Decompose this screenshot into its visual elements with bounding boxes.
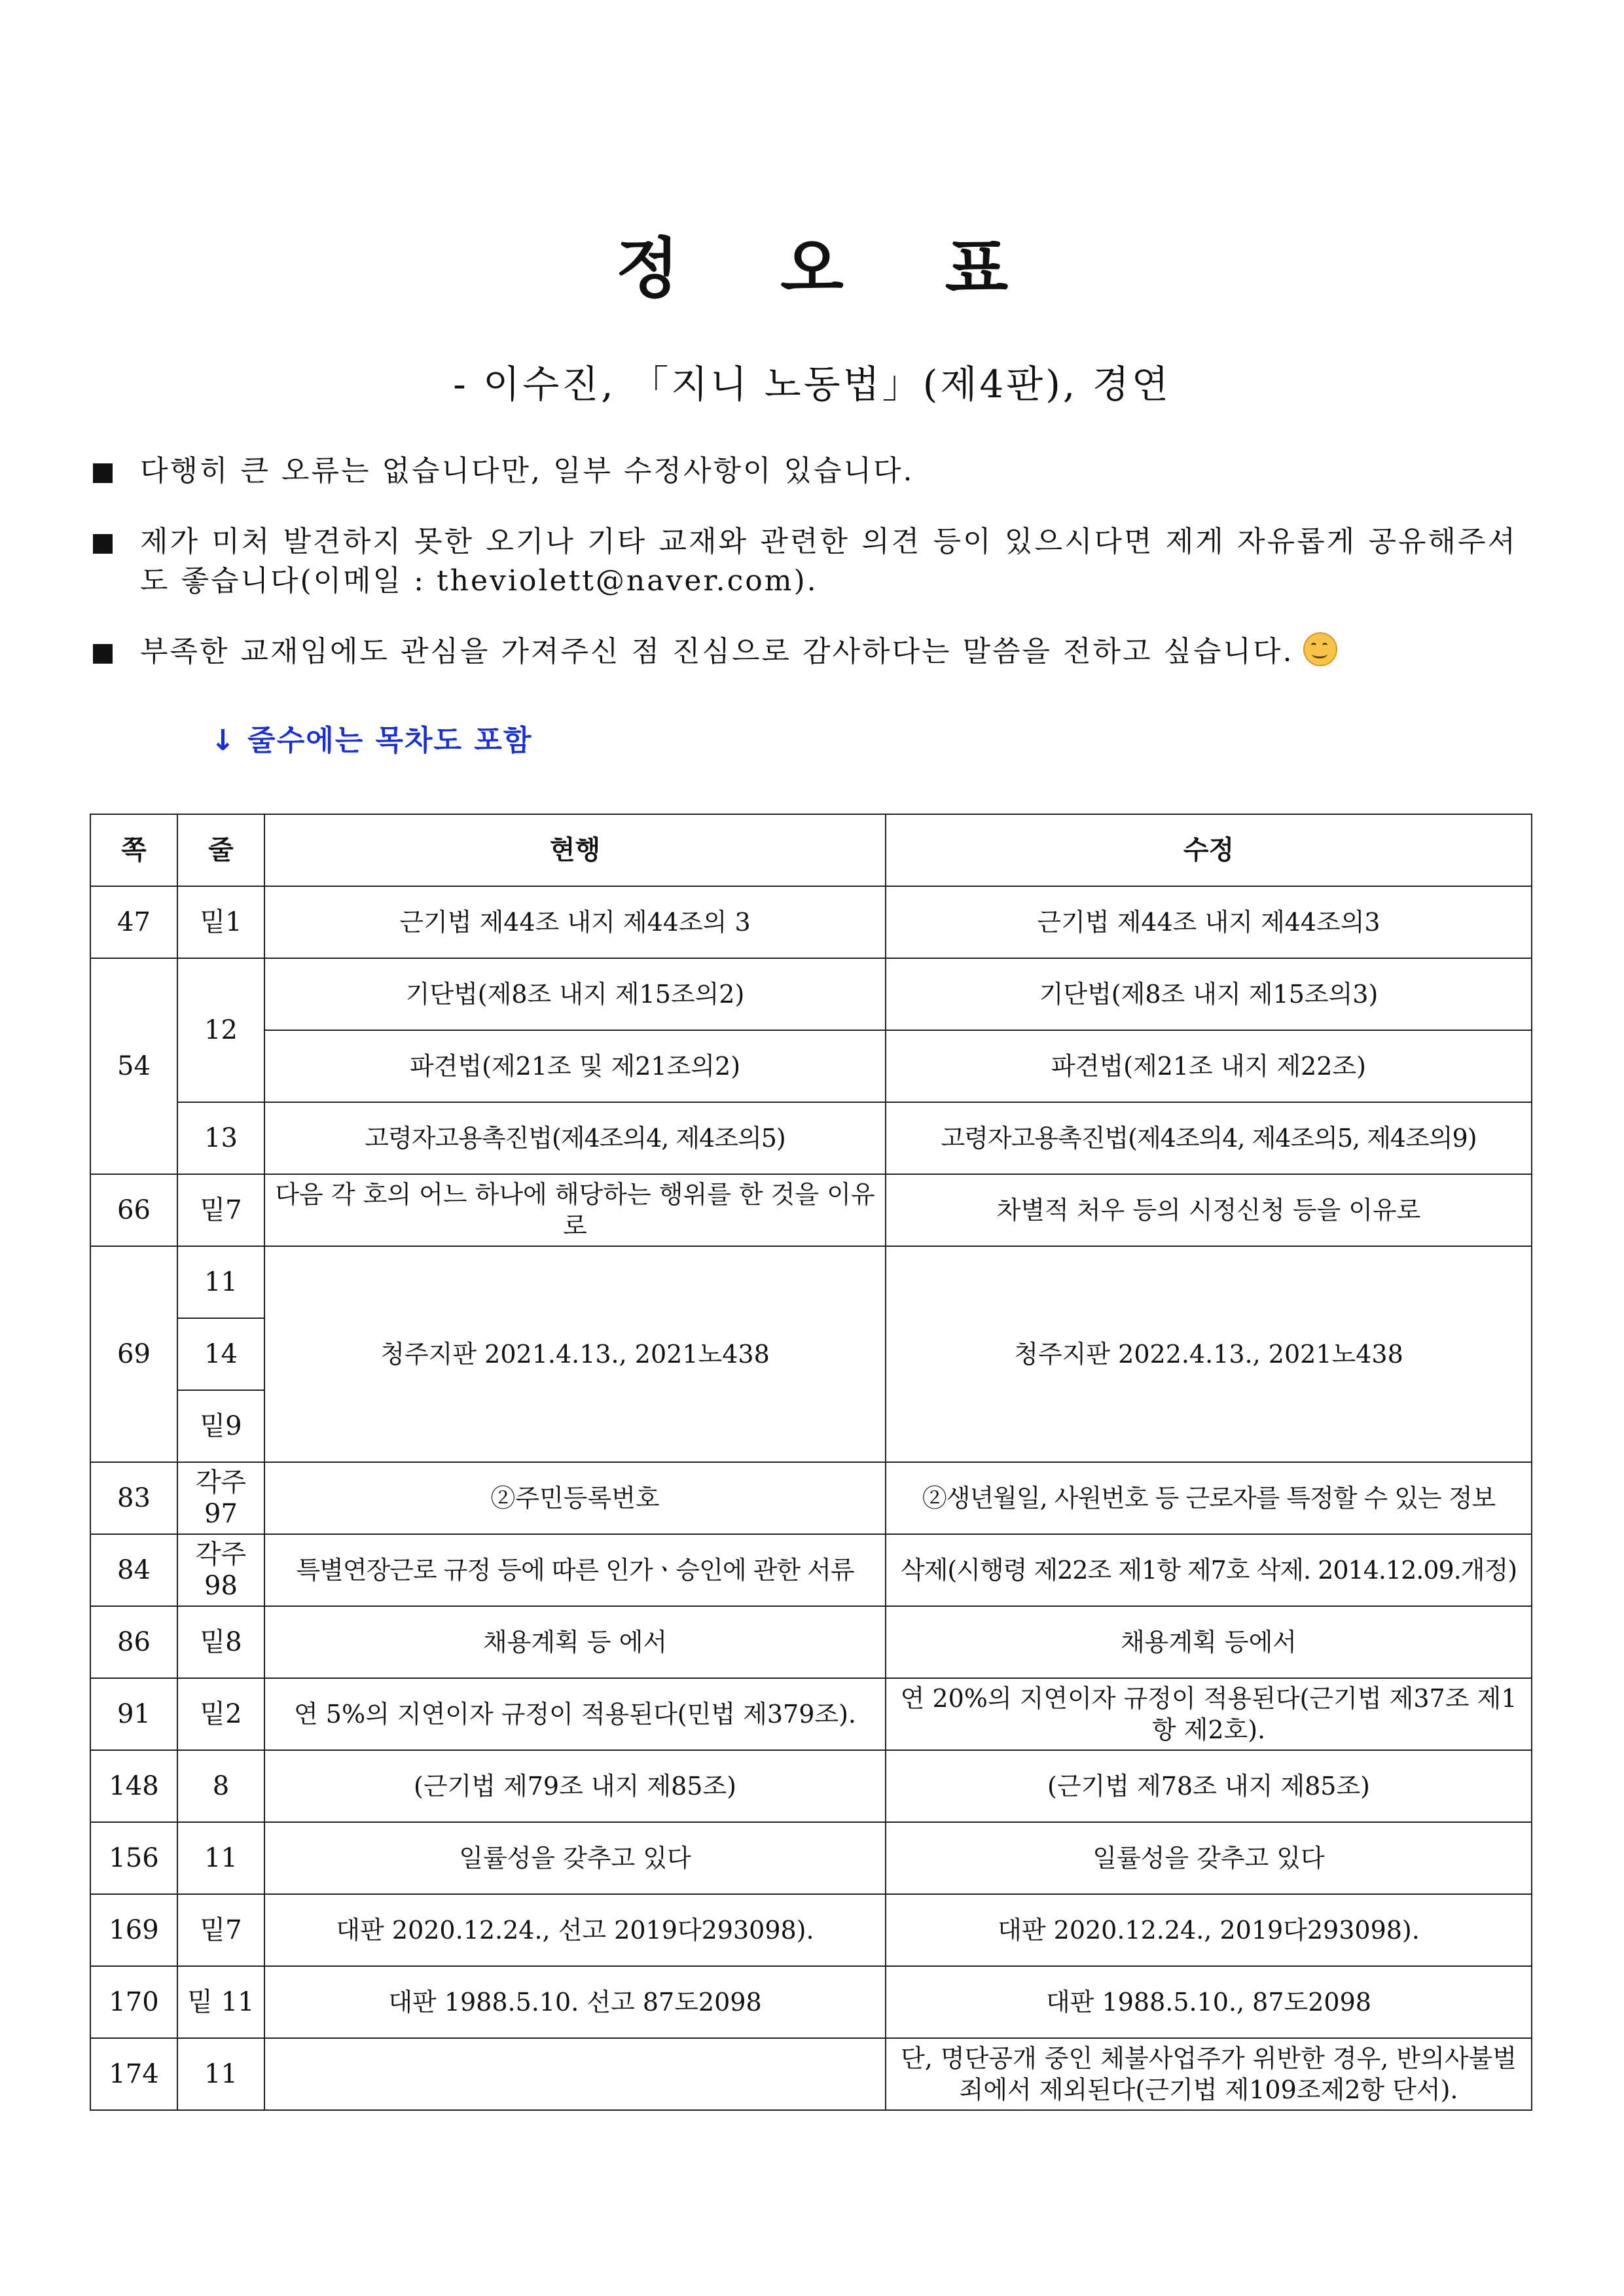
cell-revised: ②생년월일, 사원번호 등 근로자를 특정할 수 있는 정보	[886, 1462, 1532, 1534]
header-revised: 수정	[886, 814, 1532, 886]
cell-line: 밑7	[177, 1174, 264, 1246]
cell-line: 각주 97	[177, 1462, 264, 1534]
table-header-row	[90, 814, 1532, 886]
cell-current: 특별연장근로 규정 등에 따른 인가ㆍ승인에 관한 서류	[264, 1534, 886, 1606]
cell-page: 174	[90, 2038, 177, 2110]
cell-revised: (근기법 제78조 내지 제85조)	[886, 1750, 1532, 1822]
cell-current: 근기법 제44조 내지 제44조의 3	[264, 886, 886, 958]
table-row	[90, 1534, 1532, 1606]
notice-list	[90, 452, 1517, 703]
cell-current: 파견법(제21조 및 제21조의2)	[264, 1030, 886, 1102]
cell-line: 각주 98	[177, 1534, 264, 1606]
cell-revised: 연 20%의 지연이자 규정이 적용된다(근기법 제37조 제1항 제2호).	[886, 1678, 1532, 1750]
table-row	[90, 1102, 1532, 1174]
cell-page: 169	[90, 1894, 177, 1966]
cell-page: 66	[90, 1174, 177, 1246]
cell-page: 54	[90, 958, 177, 1174]
table-row	[90, 1246, 1532, 1318]
table-row	[90, 1750, 1532, 1822]
table-row	[90, 1462, 1532, 1534]
cell-current	[264, 2038, 886, 2110]
cell-current: 연 5%의 지연이자 규정이 적용된다(민법 제379조).	[264, 1678, 886, 1750]
line-count-note: ↓ 줄수에는 목차도 포함	[211, 724, 533, 757]
cell-page: 84	[90, 1534, 177, 1606]
cell-line: 11	[177, 1246, 264, 1318]
cell-revised: 채용계획 등에서	[886, 1606, 1532, 1678]
cell-page: 86	[90, 1606, 177, 1678]
cell-revised: 기단법(제8조 내지 제15조의3)	[886, 958, 1532, 1030]
notice-item	[90, 522, 1517, 601]
cell-revised: 파견법(제21조 내지 제22조)	[886, 1030, 1532, 1102]
header-page: 쪽	[90, 814, 177, 886]
cell-revised: 단, 명단공개 중인 체불사업주가 위반한 경우, 반의사불벌죄에서 제외된다(근기법 제109조제2항 단서).	[886, 2038, 1532, 2110]
notice-text: 제가 미처 발견하지 못한 오기나 기타 교재와 관련한 의견 등이 있으시다면 제게 자유롭게 공유해주셔도 좋습니다(이메일 : theviolett@naver.com).	[140, 525, 1517, 598]
cell-current: 대판 1988.5.10. 선고 87도2098	[264, 1966, 886, 2038]
book-subtitle: - 이수진, 「지니 노동법」(제4판), 경연	[453, 362, 1171, 406]
black-square-icon	[93, 463, 113, 483]
cell-current: 대판 2020.12.24., 선고 2019다293098).	[264, 1894, 886, 1966]
cell-line: 밑 11	[177, 1966, 264, 2038]
errata-table	[90, 814, 1532, 2111]
table-row	[90, 1174, 1532, 1246]
cell-revised: 대판 1988.5.10., 87도2098	[886, 1966, 1532, 2038]
notice-text: 부족한 교재임에도 관심을 가져주신 점 진심으로 감사하다는 말씀을 전하고 싶습니다.	[140, 635, 1294, 668]
table-row	[90, 1030, 1532, 1102]
black-square-icon	[93, 644, 113, 664]
cell-page: 69	[90, 1246, 177, 1462]
page-title: 정 오 표	[615, 230, 1048, 307]
cell-current: 일률성을 갖추고 있다	[264, 1822, 886, 1894]
header-current: 현행	[264, 814, 886, 886]
cell-line: 밑7	[177, 1894, 264, 1966]
cell-current: 기단법(제8조 내지 제15조의2)	[264, 958, 886, 1030]
cell-line: 11	[177, 1822, 264, 1894]
table-row	[90, 1606, 1532, 1678]
notice-item	[90, 452, 1517, 491]
cell-current: (근기법 제79조 내지 제85조)	[264, 1750, 886, 1822]
cell-page: 156	[90, 1822, 177, 1894]
cell-line: 밑9	[177, 1390, 264, 1462]
cell-line: 11	[177, 2038, 264, 2110]
cell-page: 91	[90, 1678, 177, 1750]
cell-page: 170	[90, 1966, 177, 2038]
cell-page: 47	[90, 886, 177, 958]
cell-current: 청주지판 2021.4.13., 2021노438	[264, 1246, 886, 1462]
table-row	[90, 886, 1532, 958]
cell-line: 14	[177, 1318, 264, 1390]
cell-revised: 고령자고용촉진법(제4조의4, 제4조의5, 제4조의9)	[886, 1102, 1532, 1174]
cell-current: ②주민등록번호	[264, 1462, 886, 1534]
table-row	[90, 1966, 1532, 2038]
cell-page: 148	[90, 1750, 177, 1822]
cell-revised: 청주지판 2022.4.13., 2021노438	[886, 1246, 1532, 1462]
notice-item	[90, 632, 1517, 672]
table-row	[90, 1678, 1532, 1750]
cell-revised: 일률성을 갖추고 있다	[886, 1822, 1532, 1894]
cell-page: 83	[90, 1462, 177, 1534]
black-square-icon	[93, 534, 113, 554]
notice-text: 다행히 큰 오류는 없습니다만, 일부 수정사항이 있습니다.	[140, 454, 914, 488]
header-line: 줄	[177, 814, 264, 886]
smiling-face-icon	[1303, 632, 1337, 666]
table-row	[90, 1894, 1532, 1966]
cell-current: 다음 각 호의 어느 하나에 해당하는 행위를 한 것을 이유로	[264, 1174, 886, 1246]
table-row	[90, 2038, 1532, 2110]
cell-revised: 근기법 제44조 내지 제44조의3	[886, 886, 1532, 958]
cell-current: 고령자고용촉진법(제4조의4, 제4조의5)	[264, 1102, 886, 1174]
cell-line: 밑2	[177, 1678, 264, 1750]
cell-current: 채용계획 등 에서	[264, 1606, 886, 1678]
cell-line: 13	[177, 1102, 264, 1174]
cell-line: 밑1	[177, 886, 264, 958]
cell-revised: 차별적 처우 등의 시정신청 등을 이유로	[886, 1174, 1532, 1246]
cell-line: 8	[177, 1750, 264, 1822]
cell-revised: 대판 2020.12.24., 2019다293098).	[886, 1894, 1532, 1966]
cell-line: 밑8	[177, 1606, 264, 1678]
cell-revised: 삭제(시행령 제22조 제1항 제7호 삭제. 2014.12.09.개정)	[886, 1534, 1532, 1606]
cell-line: 12	[177, 958, 264, 1102]
table-row	[90, 958, 1532, 1030]
table-row	[90, 1822, 1532, 1894]
